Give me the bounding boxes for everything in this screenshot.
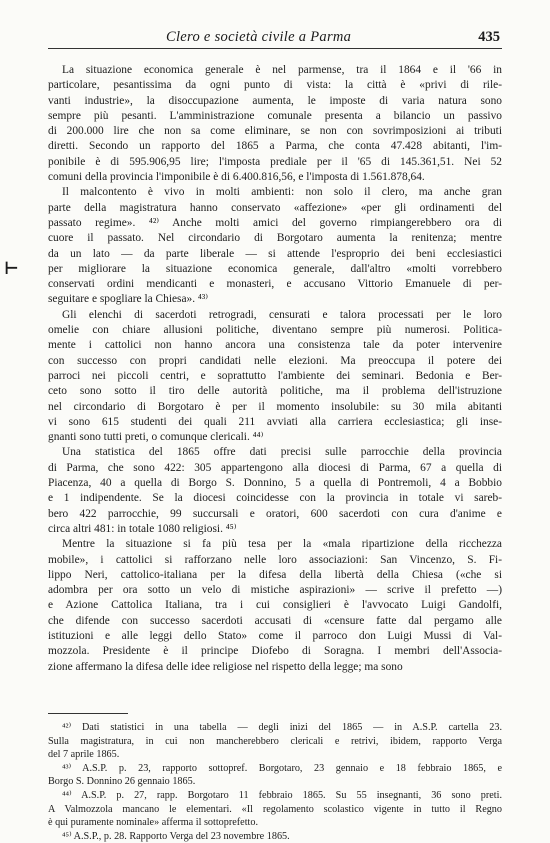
footnote-line: ⁴⁵⁾ A.S.P., p. 28. Rapporto Verga del 23 novembre 1865. — [62, 830, 290, 842]
text-line: mozzola. Presidente è il principe Diofebo di Soragna. I membri dell'Associa- — [48, 645, 502, 658]
text-line: che difende con successo sacerdoti accusati di «censure fatte dal pergamo alle — [48, 614, 502, 627]
footnote-line: Borgo S. Donnino 26 gennaio 1865. — [48, 776, 196, 788]
text-line: bero 422 parrocchie, 99 succursali e oratori, 600 sacerdoti con cura d'anime e — [48, 507, 502, 520]
text-line: lippo Neri, cattolico-italiana per la difesa della libertà della Chiesa («che si — [48, 568, 502, 581]
running-title: Clero e società civile a Parma — [166, 29, 352, 45]
paragraph-1 — [48, 63, 502, 185]
text-line: di 200.000 lire che non sa come eliminare, se non con sovrimposizioni ai tributi — [48, 125, 502, 138]
footnote-line: del 7 aprile 1865. — [48, 749, 120, 761]
text-line: ponibile è di 595.906,95 lire; l'imposta prediale per il '65 di 145.361,51. Nei 52 — [48, 155, 502, 168]
text-line: mobile», i cattolici si rafforzano nelle loro associazioni: San Vincenzo, S. Fi- — [48, 553, 502, 566]
footnote-line: ⁴⁴⁾ A.S.P. p. 27, rapp. Borgotaro 11 febbraio 1865. Su 55 insegnanti, 36 sono preti. — [62, 789, 502, 801]
text-line: circa altri 481: in totale 1080 religiosi. ⁴⁵⁾ — [48, 522, 237, 535]
text-line: istituzioni e alle leggi dello Stato» come il parroco don Luigi Mussi di Val- — [48, 629, 502, 642]
footnote-line: ⁴²⁾ Dati statistici in una tabella — degli inizi del 1865 — in A.S.P. cartella 23. — [62, 722, 502, 733]
text-line: particolare, pesantissima da ogni punto di vista: la città è «privi di rile- — [48, 79, 502, 92]
footnote-rule — [48, 713, 128, 714]
text-line: adombra per ora sotto un velo di mistiche aspirazioni» — scrive il prefetto —) — [48, 584, 502, 597]
footnotes — [48, 721, 502, 843]
footnote-43 — [48, 762, 502, 789]
paragraph-5 — [48, 537, 502, 675]
text-line: omelie con chiare allusioni politiche, diventano sempre più numerosi. Politica- — [48, 324, 502, 337]
text-line: comuni della provincia l'imponibile è di 6.400.816,56, e l'imposta di 1.561.878,64. — [48, 171, 425, 184]
paragraph-3 — [48, 308, 502, 446]
text-line: vanti industrie», la disoccupazione aumenta, le imposte di varia natura sono — [48, 94, 502, 107]
text-line: La situazione economica generale è nel parmense, tra il 1864 e il '66 in — [62, 64, 502, 76]
text-line: di Parma, che sono 422: 305 appartengono alla diocesi di Parma, 67 a quella di — [48, 461, 502, 474]
text-line: parte della magistratura hanno conservato «affezione» «per gli ordinamenti del — [48, 201, 502, 214]
text-line: diretti. Secondo un rapporto del 1865 a Parma, che conta 47.428 abitanti, l'im- — [48, 140, 502, 153]
text-line: seguitare e spogliare la Chiesa». ⁴³⁾ — [48, 293, 209, 306]
text-line: da un lato — da parte liberale — si attende l'esproprio dei beni ecclesiastici — [48, 247, 502, 260]
text-line: Il malcontento è vivo in molti ambienti: non solo il clero, ma anche gran — [62, 186, 502, 199]
footnote-line: Sulla magistratura, in cui non mancherebbero clericali e retrivi, ibidem, rapporto Verga — [48, 735, 502, 747]
footnote-line: è qui puramente nominale» afferma il sottoprefetto. — [48, 817, 258, 829]
text-line: parroci nei piccoli centri, e soprattutto l'ambiente dei seminari. Bedonia e Ber- — [48, 369, 502, 382]
text-line: e Azione Cattolica Italiana, tra i cui consiglieri è l'avvocato Luigi Gandolfi, — [48, 599, 502, 612]
paragraph-4 — [48, 445, 502, 537]
text-line: Gli elenchi di sacerdoti retrogradi, censurati e talora processati per le loro — [62, 308, 502, 321]
text-line: per migliorare la situazione economica generale, dall'altro «molti vorrebbero — [48, 262, 502, 275]
text-line: passato regime». ⁴²⁾ Anche molti amici del governo rimpiangerebbero ora di — [48, 216, 502, 229]
text-line: e 1 indipendente. Se la diocesi coincidesse con la provincia in totale vi sareb- — [48, 492, 502, 505]
text-line: vi sono 615 studenti dei quali 211 avviati alla carriera ecclesiastica; gli inse- — [48, 415, 502, 428]
text-line: Piacenza, 40 a quella di Borgo S. Donnino, 5 a quella di Pontremoli, 4 a Bobbio — [48, 477, 502, 490]
text-line: nel circondario di Borgotaro è per il momento insolubile: su 30 mila abitanti — [48, 400, 502, 413]
text-line: gnanti sono tutti preti, o comunque clericali. ⁴⁴⁾ — [48, 431, 264, 444]
page-number: 435 — [478, 29, 500, 45]
text-line: zione affermano la difesa delle idee religiose nel rispetto della legge; ma sono — [48, 660, 403, 673]
text-line: cuore il passato. Nel circondario di Borgotaro aumenta la renitenza; mentre — [48, 232, 502, 245]
paragraph-2 — [48, 185, 502, 307]
text-line: mente i cattolici non hanno ancora una consistenza tale da poter intervenire — [48, 339, 502, 352]
footnote-42 — [48, 721, 502, 762]
footnote-line: ⁴³⁾ A.S.P. p. 23, rapporto sottopref. Borgotaro, 23 gennaio e 18 febbraio 1865, e — [62, 762, 502, 774]
text-line: sempre più pesanti. L'amministrazione comunale presenta a bilancio un passivo — [48, 109, 502, 122]
text-line: conservati ordini mendicanti e monasteri, e accusano Vittorio Emanuele di per- — [48, 278, 502, 291]
running-header — [48, 28, 502, 49]
text-line: ceto sono sotto il tiro delle autorità politiche, ma il problema dell'istruzione — [48, 385, 502, 398]
margin-mark: ⊢ — [4, 259, 20, 278]
text-line: con successo con propri candidati nelle elezioni. Ma preoccupa il potere dei — [48, 354, 502, 367]
footnote-44 — [48, 789, 502, 830]
text-line: Mentre la situazione si fa più tesa per la «mala ripartizione della ricchezza — [62, 538, 502, 551]
footnote-45 — [48, 830, 502, 843]
footnote-line: A Valmozzola mancano le elementari. «Il regolamento scolastico vigente in tutto il Regno — [48, 803, 502, 815]
text-line: Una statistica del 1865 offre dati precisi sulle parrocchie della provincia — [62, 446, 502, 459]
body-text — [48, 63, 502, 675]
